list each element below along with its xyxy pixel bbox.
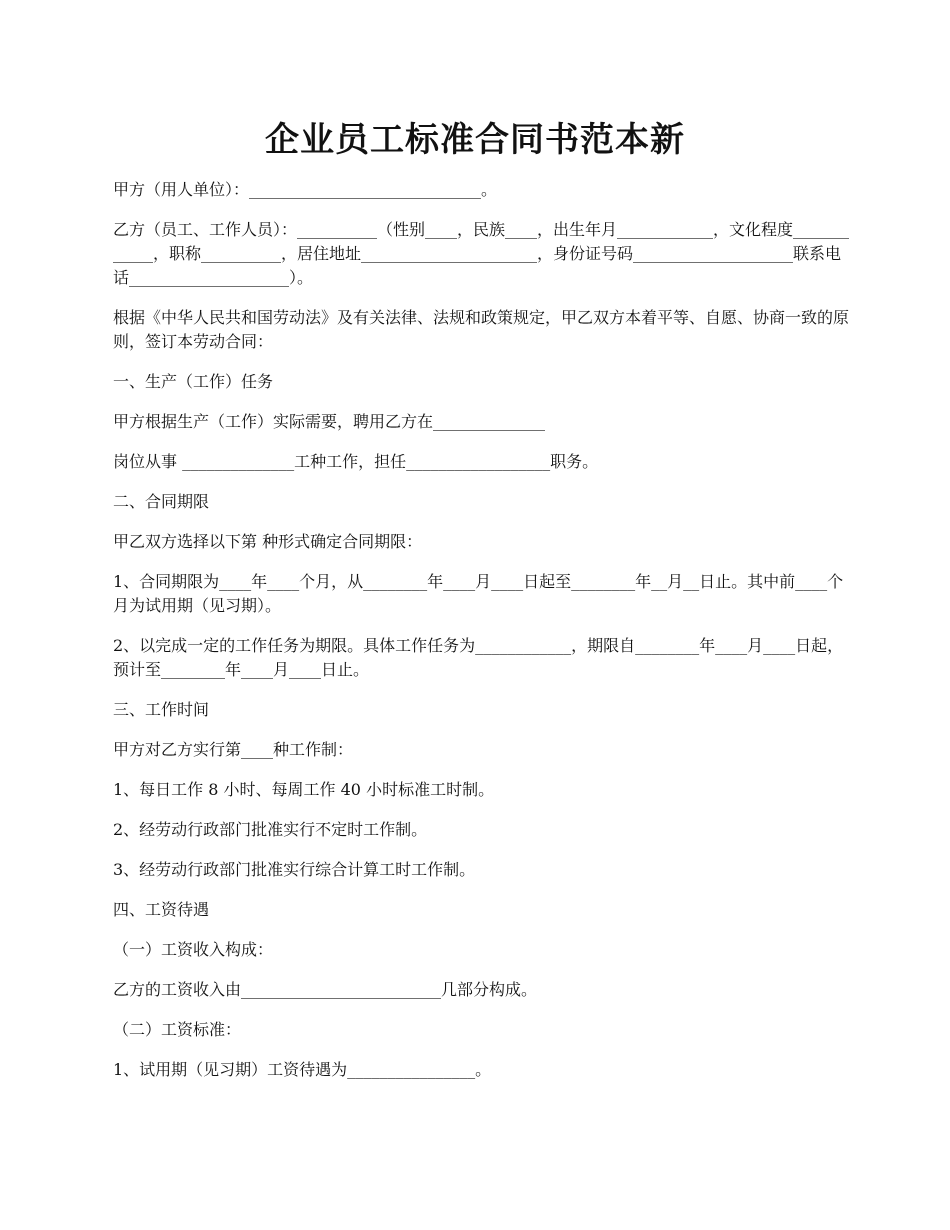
- section-heading-2: 二、合同期限: [113, 492, 210, 511]
- section-heading-4: 四、工资待遇: [113, 900, 210, 919]
- section-3-intro: 甲方对乙方实行第____种工作制：: [113, 740, 354, 759]
- subsection-heading-1: （一）工资收入构成：: [113, 940, 274, 959]
- section-2-option-2: 2、以完成一定的工作任务为期限。具体工作任务为____________，期限自________年____月____日起，预计至________年____月____日止。: [113, 636, 844, 679]
- section-1-line-1: 甲方根据生产（工作）实际需要，聘用乙方在______________: [113, 412, 546, 431]
- section-3-option-3: 3、经劳动行政部门批准实行综合计算工时工作制。: [113, 860, 476, 879]
- section-heading-3: 三、工作时间: [113, 700, 210, 719]
- section-3-option-1: 1、每日工作 8 小时、每周工作 40 小时标准工时制。: [113, 780, 495, 799]
- wage-composition-line: 乙方的工资收入由_________________________几部分构成。: [113, 980, 538, 999]
- section-2-intro: 甲乙双方选择以下第 种形式确定合同期限：: [113, 532, 423, 551]
- party-b-details: 乙方（员工、工作人员）：__________（性别____，民族____，出生年月____________，文化程度____________，职称__________，居住地址______________________，身份证号码____________________联系电话____________________）。: [113, 220, 850, 287]
- section-1-line-2: 岗位从事 ______________工种工作，担任__________________职务。: [113, 452, 599, 471]
- subsection-heading-2: （二）工资标准：: [113, 1020, 242, 1039]
- document-body: [113, 178, 853, 1098]
- section-heading-1: 一、生产（工作）任务: [113, 372, 274, 391]
- probation-wage-line: 1、试用期（见习期）工资待遇为________________。: [113, 1060, 492, 1079]
- document-title: 企业员工标准合同书范本新: [265, 120, 685, 160]
- section-3-option-2: 2、经劳动行政部门批准实行不定时工作制。: [113, 820, 428, 839]
- section-2-option-1: 1、合同期限为____年____个月，从________年____月____日起至________年__月__日止。其中前____个月为试用期（见习期）。: [113, 572, 844, 615]
- preamble: 根据《中华人民共和国劳动法》及有关法律、法规和政策规定，甲乙双方本着平等、自愿、协商一致的原则，签订本劳动合同：: [113, 308, 850, 351]
- party-a-line: 甲方（用人单位）：_____________________________。: [113, 180, 498, 199]
